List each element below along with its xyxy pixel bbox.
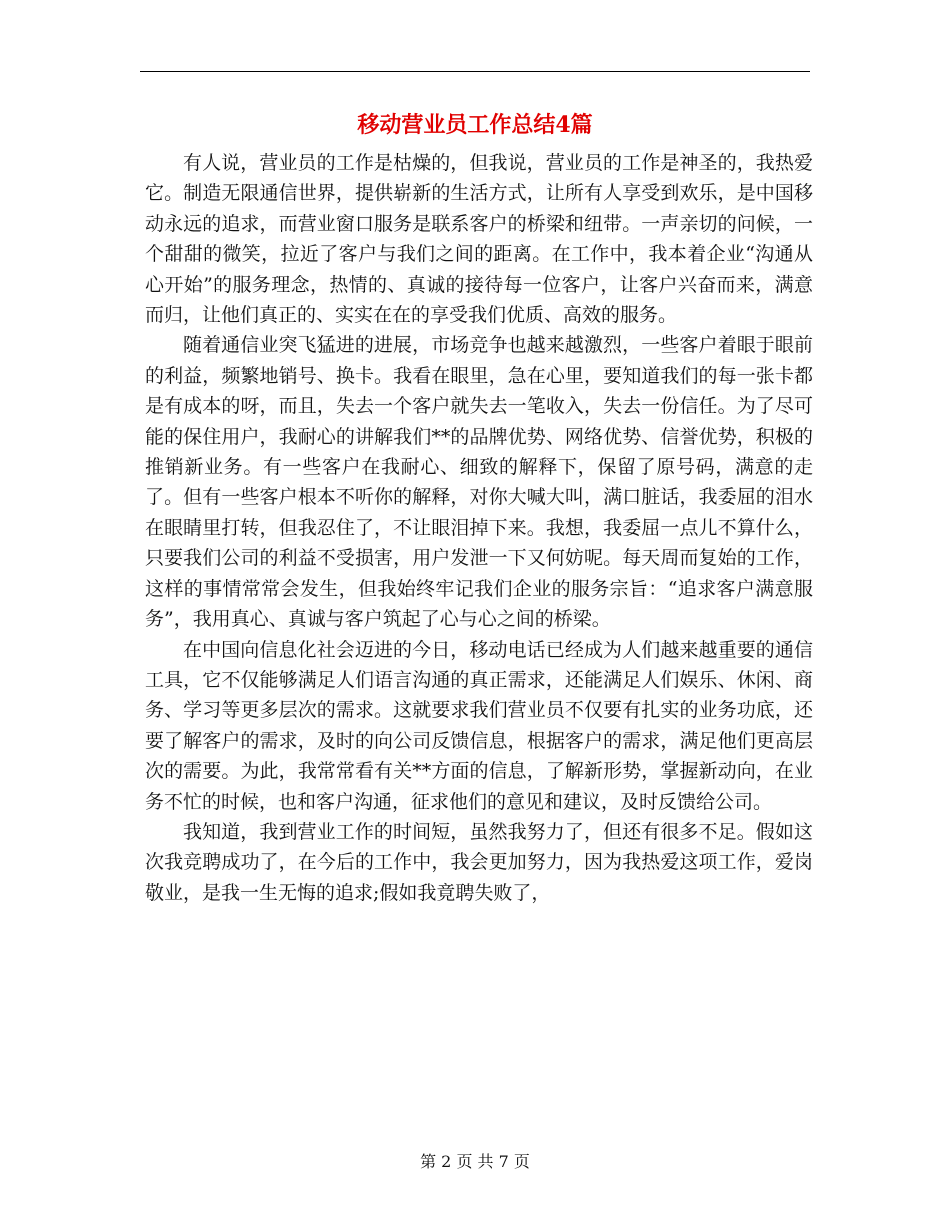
paragraph-4: 我知道，我到营业工作的时间短，虽然我努力了，但还有很多不足。假如这次我竞聘成功了，在今后的工作中，我会更加努力，因为我热爱这项工作，爱岗敬业，是我一生无悔的追求;假如我竟聘失败了， bbox=[145, 820, 813, 904]
header-rule bbox=[140, 71, 810, 72]
document-body bbox=[145, 148, 813, 908]
paragraph-3: 在中国向信息化社会迈进的今日，移动电话已经成为人们越来越重要的通信工具，它不仅能够满足人们语言沟通的真正需求，还能满足人们娱乐、休闲、商务、学习等更多层次的需求。这就要求我们营业员不仅要有扎实的业务功底，还要了解客户的需求，及时的向公司反馈信息，根据客户的需求，满足他们更高层次的需要。为此，我常常看有关**方面的信息，了解新形势，掌握新动向，在业务不忙的时候，也和客户沟通，征求他们的意见和建议，及时反馈给公司。 bbox=[145, 638, 813, 813]
paragraph-1: 有人说，营业员的工作是枯燥的，但我说，营业员的工作是神圣的，我热爱它。制造无限通信世界，提供崭新的生活方式，让所有人享受到欢乐，是中国移动永远的追求，而营业窗口服务是联系客户的桥梁和纽带。一声亲切的问候，一个甜甜的微笑，拉近了客户与我们之间的距离。在工作中，我本着企业“沟通从心开始”的服务理念，热情的、真诚的接待每一位客户，让客户兴奋而来，满意而归，让他们真正的、实实在在的享受我们优质、高效的服务。 bbox=[145, 152, 813, 327]
page-number: 第 2 页 共 7 页 bbox=[420, 1152, 530, 1171]
paragraph-2: 随着通信业突飞猛进的进展，市场竞争也越来越激烈，一些客户着眼于眼前的利益，频繁地销号、换卡。我看在眼里，急在心里，要知道我们的每一张卡都是有成本的呀，而且，失去一个客户就失去一笔收入，失去一份信任。为了尽可能的保住用户，我耐心的讲解我们**的品牌优势、网络优势、信誉优势，积极的推销新业务。有一些客户在我耐心、细致的解释下，保留了原号码，满意的走了。但有一些客户根本不听你的解释，对你大喊大叫，满口脏话，我委屈的泪水在眼睛里打转，但我忍住了，不让眼泪掉下来。我想，我委屈一点儿不算什么，只要我们公司的利益不受损害，用户发泄一下又何妨呢。每天周而复始的工作，这样的事情常常会发生，但我始终牢记我们企业的服务宗旨：“追求客户满意服务”，我用真心、真诚与客户筑起了心与心之间的桥梁。 bbox=[145, 334, 813, 631]
document-title: 移动营业员工作总结4篇 bbox=[357, 112, 593, 138]
